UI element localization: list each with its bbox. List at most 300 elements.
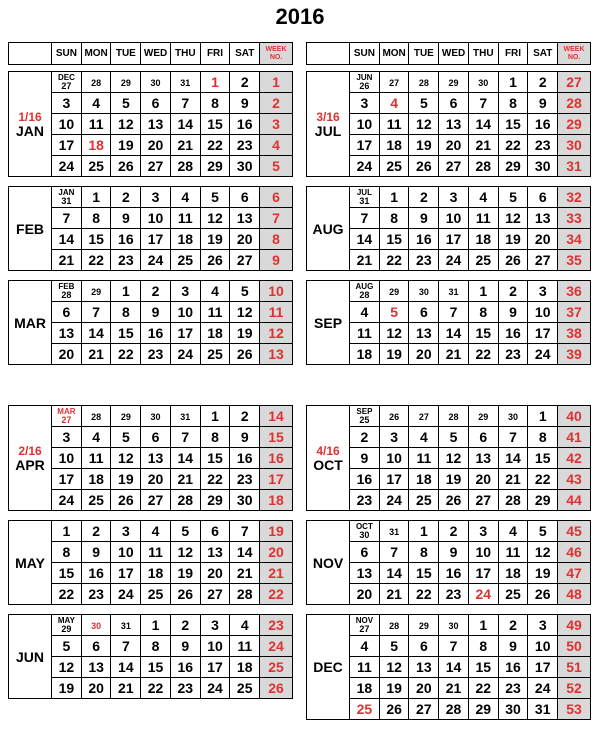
day-cell-wed (141, 678, 171, 699)
day-number: 18 (505, 565, 521, 581)
day-number: 1 (419, 523, 428, 539)
day-number: 18 (88, 471, 104, 487)
day-number: 29 (91, 287, 102, 297)
day-number: 17 (177, 325, 194, 341)
prev-month-label: DEC (57, 73, 75, 82)
day-number: 17 (147, 231, 164, 247)
day-number: 15 (147, 659, 164, 675)
day-number: 14 (177, 450, 194, 466)
month-jul (306, 71, 591, 177)
day-cell-tue (111, 344, 141, 365)
week-row (9, 229, 293, 250)
day-number: 29 (534, 492, 551, 508)
day-cell-wed (141, 302, 171, 323)
week-number: 15 (260, 427, 293, 448)
day-cell-sun (52, 563, 82, 584)
day-number: 11 (207, 304, 223, 320)
week-number: 9 (260, 250, 293, 271)
day-number: 1 (211, 408, 219, 424)
day-cell-sun (52, 281, 82, 302)
header-thu: THU (170, 43, 200, 65)
day-cell-sat (528, 156, 558, 177)
day-cell-sun (350, 302, 380, 323)
week-number: 52 (558, 678, 591, 699)
day-cell-fri (200, 93, 230, 114)
day-number: 14 (475, 116, 492, 132)
day-cell-thu (170, 114, 200, 135)
day-number: 21 (177, 471, 194, 487)
week-row (307, 156, 591, 177)
day-cell-wed (141, 93, 171, 114)
week-header-line1: WEEK (265, 45, 287, 53)
day-cell-sun (52, 302, 82, 323)
day-cell-tue (409, 281, 439, 302)
day-number: 25 (359, 415, 370, 425)
day-number: 14 (386, 565, 402, 581)
day-cell-wed (141, 156, 171, 177)
day-number: 20 (416, 680, 432, 696)
day-cell-mon (379, 302, 409, 323)
day-number: 23 (445, 586, 462, 602)
day-number: 22 (58, 586, 75, 602)
day-number: 10 (534, 638, 551, 654)
day-number: 22 (534, 471, 551, 487)
day-cell-mon (81, 469, 111, 490)
day-number: 13 (475, 450, 492, 466)
day-number: 17 (58, 471, 75, 487)
day-number: 6 (538, 189, 547, 205)
day-number: 8 (151, 638, 160, 654)
day-cell-mon (81, 208, 111, 229)
weekday-header-right (306, 42, 591, 65)
day-cell-mon (379, 323, 409, 344)
day-number: 10 (177, 304, 194, 320)
day-number: 21 (88, 346, 104, 362)
day-cell-tue (409, 93, 439, 114)
day-number: 12 (118, 116, 134, 132)
month-label-cell (9, 72, 52, 177)
day-number: 8 (121, 304, 130, 320)
week-row (307, 490, 591, 511)
day-number: 11 (237, 638, 253, 654)
day-number: 30 (359, 530, 370, 540)
day-number: 26 (207, 252, 223, 268)
day-number: 22 (147, 680, 164, 696)
day-number: 1 (92, 189, 101, 205)
week-row (307, 699, 591, 720)
week-number: 46 (558, 542, 591, 563)
header-tue: TUE (111, 43, 141, 65)
day-number: 24 (445, 252, 462, 268)
header-wed: WED (141, 43, 171, 65)
day-number: 5 (181, 523, 190, 539)
day-cell-sun (350, 156, 380, 177)
day-cell-wed (141, 250, 171, 271)
month-dec (306, 614, 591, 720)
day-cell-tue (409, 302, 439, 323)
day-cell-thu (468, 250, 498, 271)
prev-month-label: JUL (356, 188, 372, 197)
day-cell-fri (200, 302, 230, 323)
week-header-line2: NO. (269, 53, 283, 61)
week-row (307, 678, 591, 699)
day-number: 15 (58, 565, 75, 581)
day-number: 2 (240, 74, 249, 90)
day-cell-fri (200, 678, 230, 699)
week-row (307, 72, 591, 93)
day-cell-wed (439, 699, 469, 720)
day-cell-wed (439, 427, 469, 448)
prev-month-label: MAR (57, 407, 76, 416)
day-cell-wed (141, 406, 171, 427)
day-number: 4 (240, 617, 249, 633)
day-cell-tue (409, 187, 439, 208)
day-cell-wed (439, 542, 469, 563)
month-jun (8, 614, 293, 699)
day-cell-thu (468, 657, 498, 678)
day-cell-tue (409, 323, 439, 344)
day-cell-tue (409, 448, 439, 469)
day-number: 19 (118, 471, 134, 487)
quarter-label: 1/16 (18, 109, 42, 124)
day-number: 11 (148, 544, 163, 560)
day-cell-tue (409, 427, 439, 448)
day-number: 11 (386, 116, 402, 132)
day-number: 27 (418, 412, 429, 422)
day-number: 14 (445, 325, 462, 341)
day-cell-thu (170, 229, 200, 250)
day-number: 18 (475, 231, 492, 247)
day-number: 19 (58, 680, 75, 696)
day-cell-mon (379, 114, 409, 135)
day-cell-sat (230, 93, 260, 114)
month-name: DEC (313, 659, 343, 675)
day-cell-fri (200, 344, 230, 365)
day-number: 13 (207, 544, 223, 560)
day-number: 6 (360, 544, 369, 560)
day-cell-sun (350, 93, 380, 114)
day-number: 10 (147, 210, 164, 226)
day-cell-fri (498, 344, 528, 365)
day-number: 23 (88, 586, 104, 602)
day-number: 3 (390, 429, 399, 445)
day-cell-tue (111, 406, 141, 427)
day-number: 24 (386, 492, 402, 508)
day-number: 2 (449, 523, 458, 539)
day-number: 2 (240, 408, 249, 424)
day-cell-sat (528, 229, 558, 250)
day-number: 6 (151, 429, 160, 445)
day-number: 8 (479, 638, 488, 654)
day-number: 23 (147, 346, 164, 362)
day-number: 1 (390, 189, 399, 205)
day-number: 30 (478, 78, 489, 88)
day-number: 28 (236, 586, 253, 602)
day-cell-tue (111, 427, 141, 448)
day-cell-tue (409, 542, 439, 563)
month-label-cell (307, 281, 350, 365)
day-cell-sun (350, 250, 380, 271)
day-number: 12 (58, 659, 75, 675)
day-cell-fri (200, 323, 230, 344)
month-nov (306, 520, 591, 605)
day-cell-sat (528, 521, 558, 542)
day-number: 28 (445, 701, 462, 717)
week-number: 13 (260, 344, 293, 365)
day-cell-fri (498, 427, 528, 448)
week-number: 21 (260, 563, 293, 584)
day-number: 23 (177, 680, 194, 696)
day-cell-sun (52, 323, 82, 344)
day-cell-wed (141, 636, 171, 657)
day-cell-tue (111, 135, 141, 156)
day-number: 27 (389, 78, 400, 88)
day-number: 11 (505, 544, 521, 560)
day-number: 20 (58, 346, 75, 362)
day-number: 5 (211, 189, 219, 205)
day-number: 3 (62, 95, 71, 111)
day-cell-mon (379, 406, 409, 427)
day-cell-sun (52, 469, 82, 490)
week-row (9, 344, 293, 365)
day-cell-sun (350, 187, 380, 208)
day-number: 8 (211, 95, 219, 111)
day-number: 16 (505, 325, 521, 341)
day-number: 27 (534, 252, 551, 268)
day-cell-tue (409, 699, 439, 720)
day-cell-sat (528, 469, 558, 490)
week-row (307, 187, 591, 208)
day-number: 7 (181, 429, 190, 445)
week-number: 4 (260, 135, 293, 156)
day-cell-sun (350, 344, 380, 365)
day-number: 17 (475, 565, 492, 581)
day-number: 17 (118, 565, 134, 581)
day-number: 29 (505, 158, 521, 174)
day-cell-tue (409, 72, 439, 93)
day-number: 29 (478, 412, 489, 422)
day-cell-sat (230, 615, 260, 636)
week-number: 43 (558, 469, 591, 490)
day-cell-fri (498, 135, 528, 156)
day-cell-sat (230, 302, 260, 323)
month-label-cell (9, 187, 52, 271)
day-number: 26 (505, 252, 521, 268)
day-cell-mon (81, 229, 111, 250)
day-number: 24 (177, 346, 194, 362)
day-cell-wed (439, 93, 469, 114)
day-number: 28 (177, 492, 194, 508)
day-cell-wed (439, 156, 469, 177)
day-cell-wed (439, 250, 469, 271)
day-number: 18 (356, 346, 373, 362)
day-cell-mon (379, 187, 409, 208)
day-number: 23 (534, 137, 551, 153)
week-number: 44 (558, 490, 591, 511)
day-cell-wed (439, 406, 469, 427)
prev-month-label: MAY (57, 616, 75, 625)
day-number: 20 (147, 137, 164, 153)
day-cell-wed (439, 208, 469, 229)
day-number: 17 (356, 137, 373, 153)
week-number: 37 (558, 302, 591, 323)
day-cell-fri (200, 187, 230, 208)
day-number: 16 (416, 231, 432, 247)
week-row (307, 406, 591, 427)
day-number: 31 (359, 196, 370, 206)
week-number: 41 (558, 427, 591, 448)
week-number: 45 (558, 521, 591, 542)
day-cell-tue (111, 448, 141, 469)
day-number: 25 (386, 158, 402, 174)
day-number: 3 (151, 189, 160, 205)
day-number: 19 (386, 346, 402, 362)
day-cell-fri (200, 427, 230, 448)
header-sat: SAT (528, 43, 558, 65)
week-number: 42 (558, 448, 591, 469)
day-number: 20 (416, 346, 432, 362)
header-row (307, 43, 591, 65)
week-row (9, 521, 293, 542)
day-cell-fri (498, 699, 528, 720)
day-number: 18 (147, 565, 164, 581)
day-cell-sun (350, 699, 380, 720)
week-row (307, 114, 591, 135)
day-number: 4 (479, 189, 488, 205)
header-row (9, 43, 293, 65)
day-number: 9 (151, 304, 160, 320)
week-row (307, 657, 591, 678)
weekday-header-left (8, 42, 293, 65)
day-number: 5 (449, 429, 458, 445)
day-number: 26 (236, 346, 253, 362)
week-row (9, 156, 293, 177)
day-cell-thu (468, 344, 498, 365)
day-cell-mon (379, 344, 409, 365)
day-number: 7 (92, 304, 101, 320)
day-cell-thu (468, 323, 498, 344)
day-cell-fri (200, 542, 230, 563)
day-cell-tue (409, 114, 439, 135)
header-week-no (558, 43, 591, 65)
week-number: 5 (260, 156, 293, 177)
quarter-label: 3/16 (316, 109, 340, 124)
day-cell-thu (468, 678, 498, 699)
day-number: 12 (118, 450, 134, 466)
week-number: 31 (558, 156, 591, 177)
day-cell-wed (439, 469, 469, 490)
day-number: 25 (88, 492, 104, 508)
day-number: 1 (121, 283, 130, 299)
week-number: 39 (558, 344, 591, 365)
day-cell-thu (468, 208, 498, 229)
day-number: 21 (118, 680, 134, 696)
day-cell-sun (350, 72, 380, 93)
day-cell-tue (409, 657, 439, 678)
day-number: 15 (505, 116, 521, 132)
day-cell-tue (111, 678, 141, 699)
day-cell-mon (81, 281, 111, 302)
day-cell-sat (230, 636, 260, 657)
day-number: 28 (359, 290, 370, 300)
day-number: 12 (236, 304, 253, 320)
day-cell-thu (468, 469, 498, 490)
day-number: 4 (390, 95, 399, 111)
day-cell-wed (439, 344, 469, 365)
day-cell-sun (350, 406, 380, 427)
day-number: 23 (505, 680, 521, 696)
day-number: 6 (92, 638, 101, 654)
day-cell-sun (52, 72, 82, 93)
day-number: 28 (177, 158, 194, 174)
day-cell-wed (439, 584, 469, 605)
week-number: 35 (558, 250, 591, 271)
day-cell-thu (468, 302, 498, 323)
day-cell-thu (170, 657, 200, 678)
day-cell-mon (81, 156, 111, 177)
day-cell-tue (409, 636, 439, 657)
day-number: 7 (240, 523, 249, 539)
day-number: 7 (449, 304, 458, 320)
quarter-label: 2/16 (18, 443, 42, 458)
day-number: 28 (389, 621, 400, 631)
day-number: 16 (445, 565, 462, 581)
day-cell-tue (111, 584, 141, 605)
day-number: 26 (534, 586, 551, 602)
week-row (307, 229, 591, 250)
day-number: 22 (118, 346, 134, 362)
week-row (9, 563, 293, 584)
month-jan (8, 71, 293, 177)
day-number: 5 (62, 638, 71, 654)
day-number: 31 (534, 701, 551, 717)
day-cell-thu (170, 93, 200, 114)
week-number: 40 (558, 406, 591, 427)
week-row (9, 208, 293, 229)
day-cell-sat (230, 114, 260, 135)
header-sat: SAT (230, 43, 260, 65)
day-number: 8 (92, 210, 101, 226)
day-cell-mon (379, 521, 409, 542)
day-cell-sat (230, 427, 260, 448)
month-label-cell (9, 521, 52, 605)
day-cell-mon (81, 427, 111, 448)
month-name: OCT (313, 456, 343, 473)
day-number: 27 (359, 624, 370, 634)
day-number: 26 (359, 81, 370, 91)
week-row (307, 344, 591, 365)
day-cell-fri (498, 542, 528, 563)
day-cell-mon (81, 323, 111, 344)
header-mon: MON (81, 43, 111, 65)
day-number: 23 (356, 492, 373, 508)
day-number: 24 (58, 158, 75, 174)
day-cell-sun (350, 323, 380, 344)
day-cell-tue (111, 636, 141, 657)
day-cell-wed (439, 521, 469, 542)
day-number: 14 (356, 231, 373, 247)
week-number: 48 (558, 584, 591, 605)
day-cell-fri (498, 657, 528, 678)
day-number: 29 (475, 701, 492, 717)
day-cell-sun (350, 427, 380, 448)
day-number: 5 (240, 283, 249, 299)
day-cell-fri (498, 323, 528, 344)
day-cell-wed (141, 615, 171, 636)
day-cell-tue (409, 135, 439, 156)
month-name: MAR (14, 314, 46, 331)
week-row (307, 208, 591, 229)
